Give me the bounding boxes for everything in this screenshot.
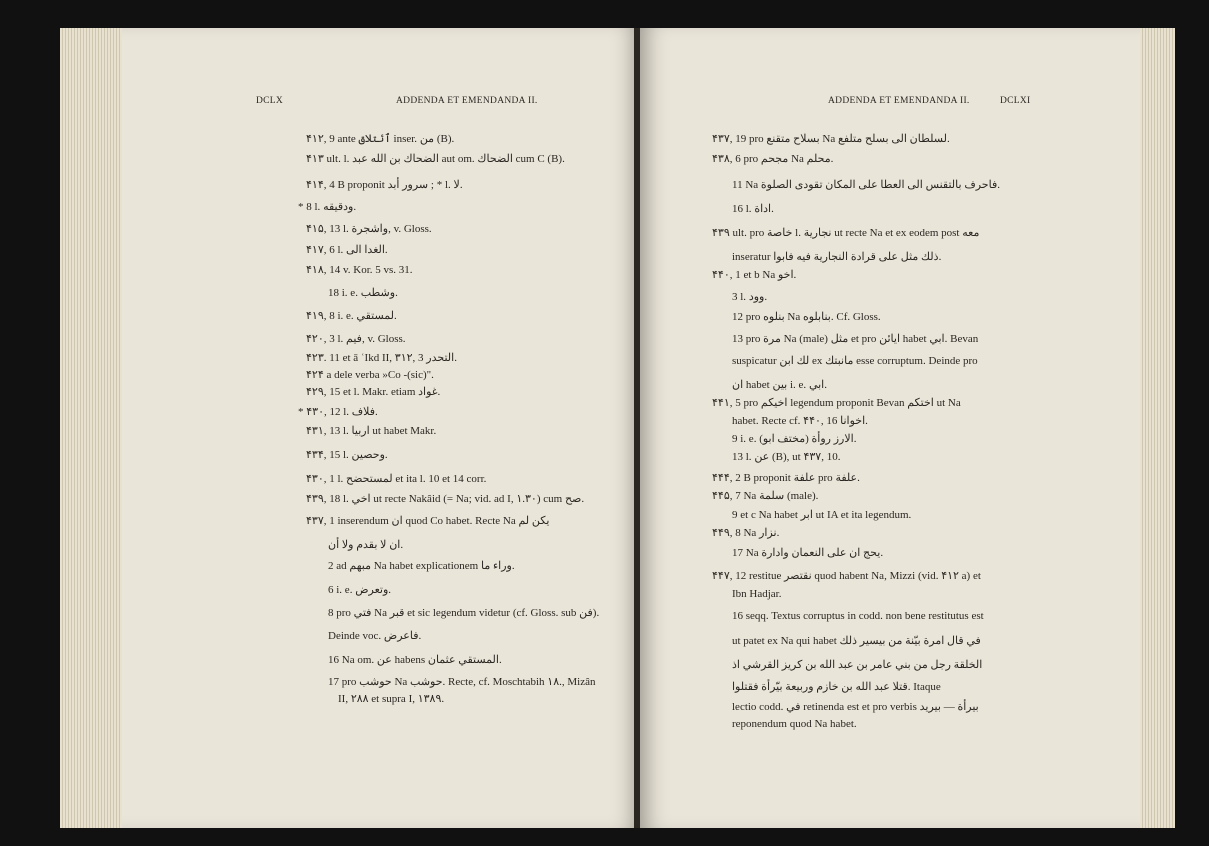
entry-line: Deinde voc. فاعرض. [328, 630, 422, 642]
entry-line: ۴۳۱, 13 l. اربيا ut habet Makr. [306, 425, 437, 437]
entry-line: ۴۴۹, 8 Na نزار. [712, 527, 780, 539]
page-edges-left [60, 28, 126, 828]
entry-line: inseratur ذلك مثل على قرادة النجارية فيه فابوا. [732, 251, 942, 263]
entry-line: ۴۳۴, 15 l. وحصين. [306, 449, 388, 461]
entry-line: ۴۱۸, 14 v. Kor. 5 vs. 31. [306, 264, 413, 276]
entry-line: ۴۳۸, 6 pro مجحم Na محلم. [712, 153, 834, 165]
entry-line: ut patet ex Na qui habet في قال امرة بيّنة من بيسير ذلك [732, 635, 981, 647]
entry-line: قتلا عبد الله بن خازم وربيعة بيّرأة فقتلوا. Itaque [732, 681, 941, 693]
entry-line: ۴۳۷, 19 pro بسلاح متقنع Na لسلطان الى بسلح متلفع. [712, 133, 950, 145]
entry-line: 13 pro مرة Na (male) مثل et pro ايائن habet ابي. Bevan [732, 333, 979, 345]
entry-line: 16 Na om. عن habens المستقي عثمان. [328, 654, 502, 666]
entry-line: * 8 l. ودقيقه. [298, 201, 357, 213]
entry-line: lectio codd. في retinenda est et pro verbis بيرأة — بيريد [732, 701, 979, 713]
entry-line: reponendum quod Na habet. [732, 718, 857, 730]
entry-line: ۴۱۴, 4 B proponit سرور أبد ; * l. لا. [306, 179, 463, 191]
entry-line: 6 i. e. وتعرض. [328, 584, 392, 596]
entry-line: الخلقة رجل من بني عامر بن عبد الله بن كريز القرشي اذ [732, 659, 983, 671]
entry-line: ۴۱۲, 9 ante ٱئتلاق inser. من (B). [306, 133, 455, 145]
left-page [122, 28, 640, 828]
entry-line: 18 i. e. وشطب. [328, 287, 398, 299]
entry-line: ۴۲۴ a dele verba »Co -(sic)". [306, 369, 434, 381]
entry-line: 16 l. اداة. [732, 203, 774, 215]
entry-line: * ۴۳۰, 12 l. فلاف. [298, 406, 378, 418]
entry-line: 11 Na فاحرف بالتقنس الى العطا على المكان تقودى الصلوة. [732, 179, 1000, 191]
entry-line: 3 l. وود. [732, 291, 768, 303]
entry-line: ۴۴۵, 7 Na سلمة (male). [712, 490, 819, 502]
entry-line: 9 et c Na habet ابر ut IA et ita legendum. [732, 509, 912, 521]
page-edges-right [1139, 28, 1175, 828]
entry-line: 9 i. e. الارز روأة (مختف ابو). [732, 433, 857, 445]
left-running-head: ADDENDA ET EMENDANDA II. [396, 96, 538, 106]
entry-line: 12 pro بنلوه Na بنابلوه. Cf. Gloss. [732, 311, 881, 323]
entry-line: ۴۳۰, 1 l. لمستحضح et ita l. 10 et 14 corr. [306, 473, 487, 485]
entry-line: ۴۱۳ ult. l. الضحاك بن الله عبد aut om. الضحاك cum C (B). [306, 153, 565, 165]
entry-line: ان habet بين i. e. ابي. [732, 379, 827, 391]
entry-line: suspicatur لك ابن ex مانبتك esse corruptum. Deinde pro [732, 355, 978, 367]
entry-line: ۴۳۹, 18 l. اخي ut recte Nakâid (= Na; vid. ad I, ۱.۳۰) cum صح. [306, 493, 585, 505]
entry-line: 17 pro حوشب Na حوشب. Recte, cf. Moschtabih ۱۸., Mizân [328, 676, 596, 688]
open-book [60, 28, 1175, 828]
entry-line: ۴۴۷, 12 restitue نقتصر quod habent Na, Mizzi (vid. ۴۱۲ a) et [712, 570, 981, 582]
right-running-head: ADDENDA ET EMENDANDA II. [828, 96, 970, 106]
entry-line: Ibn Hadjar. [732, 588, 782, 600]
entry-line: II, ۲۸۸ et supra I, ۱۳۸۹. [338, 693, 445, 705]
entry-line: 13 l. عن (B), ut ۴۳۷, 10. [732, 451, 841, 463]
entry-line: ۴۳۷, 1 inserendum ان quod Co habet. Recte Na يكن لم [306, 515, 550, 527]
entry-line: 17 Na يحج ان على النعمان وادارة. [732, 547, 884, 559]
entry-line: habet. Recte cf. ۴۴۰, 16 اخوانا. [732, 415, 868, 427]
entry-line: ۴۴۰, 1 et b Na اخو. [712, 269, 797, 281]
left-page-number: DCLX [256, 96, 284, 106]
entry-line: ۴۱۹, 8 i. e. لمستقي. [306, 310, 397, 322]
entry-line: ۴۴۱, 5 pro اخيكم legendum proponit Bevan اختكم ut Na [712, 397, 961, 409]
entry-line: ۴۲۹, 15 et l. Makr. etiam غواد. [306, 386, 441, 398]
entry-line: ۴۱۵, 13 l. واشجرة, v. Gloss. [306, 223, 432, 235]
right-page [640, 28, 1140, 828]
right-page-number: DCLXI [1000, 96, 1031, 106]
entry-line: ۴۱۷, 6 l. الغدا الى. [306, 244, 388, 256]
entry-line: ۴۲۳. 11 et ā ʿIkd II, ۳۱۲, 3 التحدر. [306, 352, 457, 364]
entry-line: ۴۴۴, 2 B proponit علفة pro علفة. [712, 472, 860, 484]
entry-line: 16 seqq. Textus corruptus in codd. non bene restitutus est [732, 610, 984, 622]
entry-line: ۴۳۹ ult. pro خاصة l. نجارية ut recte Na et ex eodem post معه [712, 227, 980, 239]
entry-line: ان لا بقدم ولا أن. [328, 539, 404, 551]
entry-line: 8 pro فتي Na قبر et sic legendum videtur (cf. Gloss. sub فن). [328, 607, 600, 619]
entry-line: 2 ad مبهم Na habet explicationem وراء ما. [328, 560, 515, 572]
entry-line: ۴۲۰, 3 l. فيم, v. Gloss. [306, 333, 406, 345]
